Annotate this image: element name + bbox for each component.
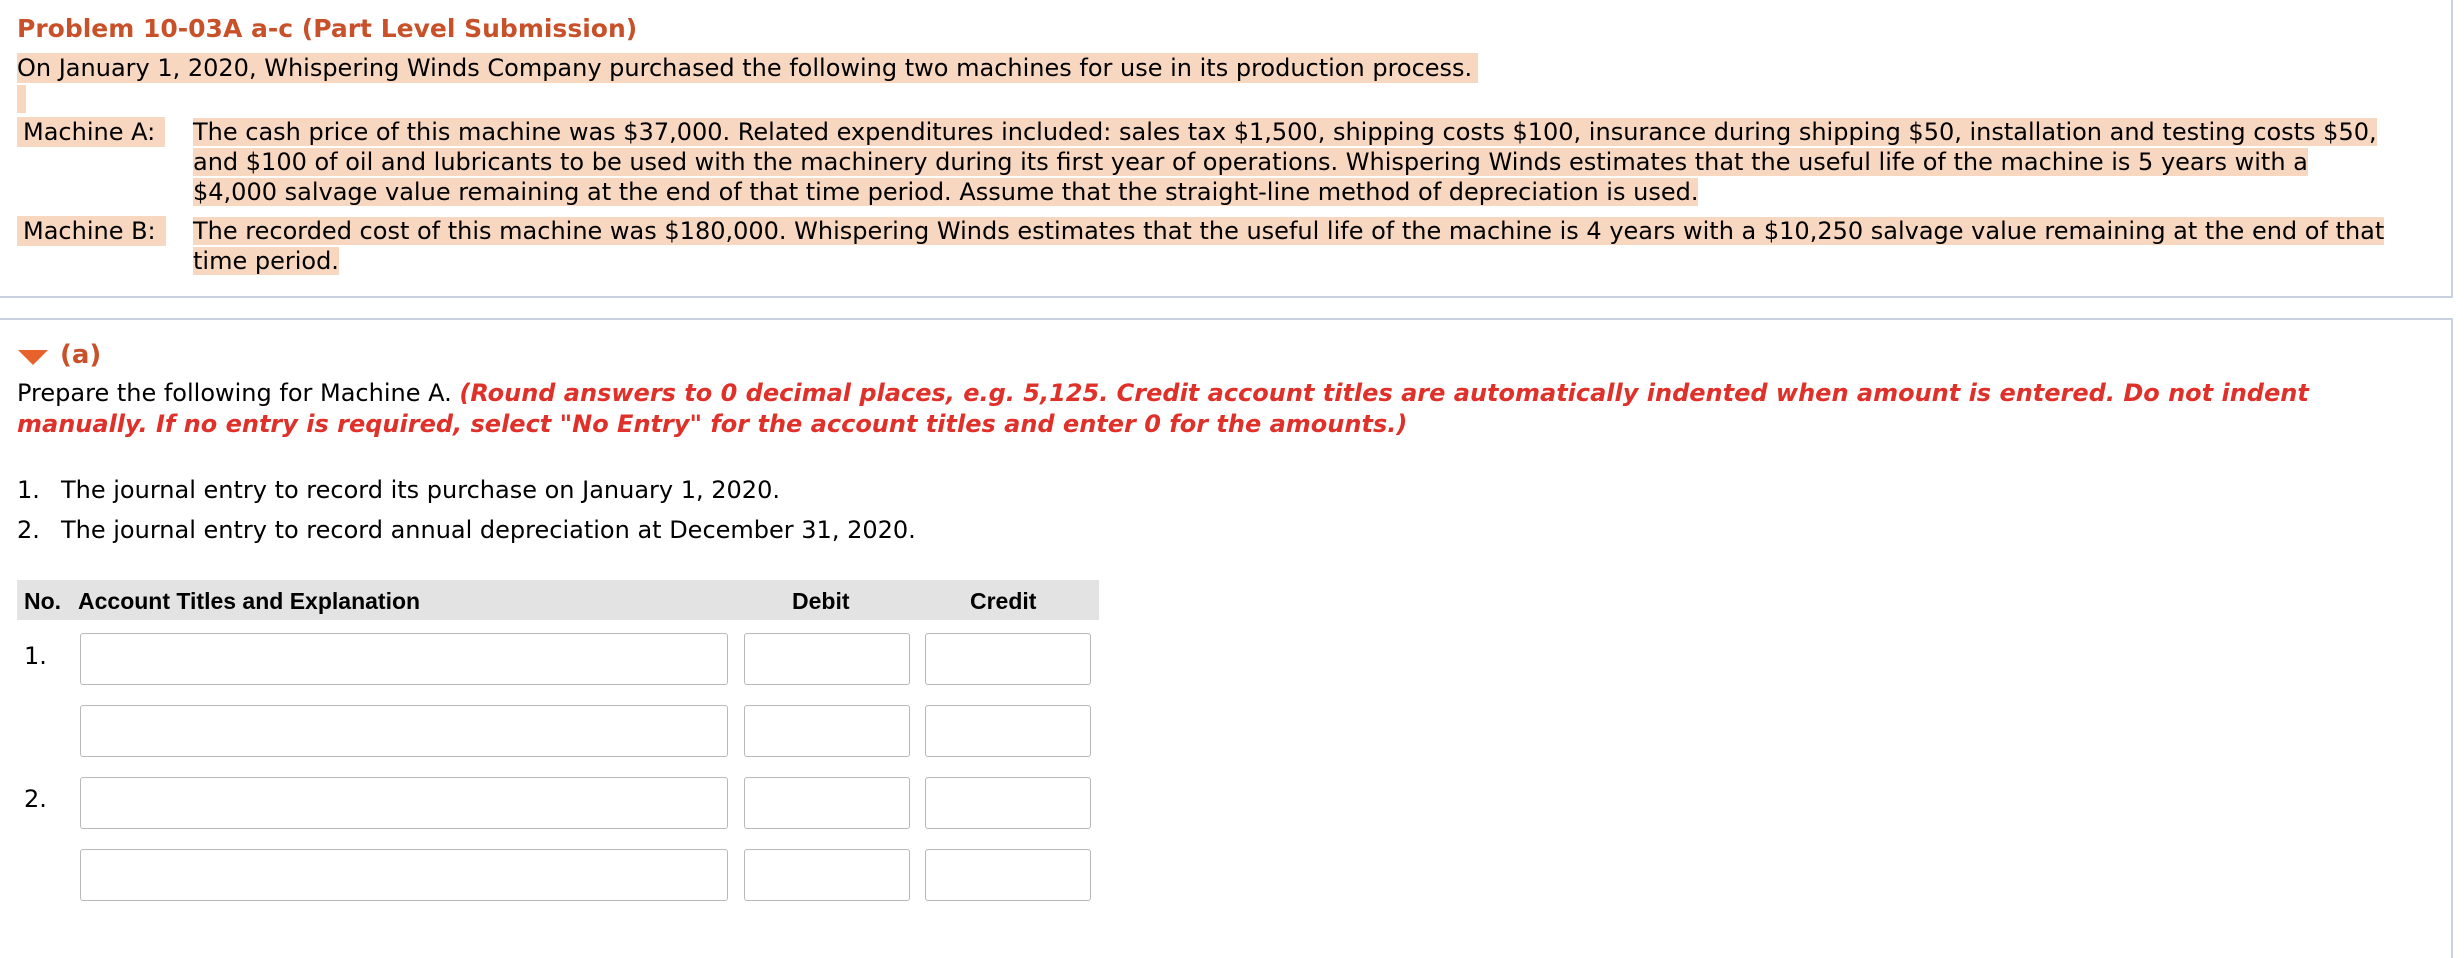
entry-number: 1.	[24, 642, 47, 670]
part-a-label: (a)	[60, 340, 102, 370]
step-list	[17, 470, 916, 550]
step-number: 2.	[17, 516, 40, 544]
machine-a-description	[193, 117, 2377, 207]
entry-number: 2.	[24, 785, 47, 813]
column-header-credit: Credit	[970, 588, 1037, 614]
credit-input[interactable]	[925, 849, 1091, 901]
instruction-text: Prepare the following for Machine A.	[17, 379, 460, 407]
column-header-no: No.	[24, 588, 62, 614]
column-header-account: Account Titles and Explanation	[78, 588, 421, 614]
debit-input[interactable]	[744, 849, 910, 901]
step-item	[17, 470, 916, 510]
problem-intro: On January 1, 2020, Whispering Winds Company purchased the following two machines for use in its production process.	[17, 53, 1478, 83]
part-a-instructions	[17, 378, 2317, 440]
debit-input[interactable]	[744, 633, 910, 685]
step-number: 1.	[17, 476, 40, 504]
machine-a-line: The cash price of this machine was $37,000. Related expenditures included: sales tax $1,500, shipping costs $100, insurance during shipping $50, installation and testing costs $50,	[193, 118, 2377, 146]
problem-title: Problem 10-03A a-c (Part Level Submission)	[17, 14, 638, 43]
credit-input[interactable]	[925, 705, 1091, 757]
machine-a-label: Machine A:	[17, 117, 165, 147]
journal-table-header	[17, 580, 1099, 620]
column-header-debit: Debit	[792, 588, 850, 614]
part-a-toggle[interactable]	[18, 340, 101, 370]
account-title-input[interactable]	[80, 849, 728, 901]
collapse-triangle-icon[interactable]	[18, 350, 48, 365]
machine-b-line: time period.	[193, 247, 339, 275]
machine-a-line: $4,000 salvage value remaining at the end of that time period. Assume that the straight-line method of depreciation is used.	[193, 178, 1699, 206]
machine-a-line: and $100 of oil and lubricants to be used with the machinery during its first year of operations. Whispering Winds estimates that the useful life of the machine is 5 years with a	[193, 148, 2308, 176]
account-title-input[interactable]	[80, 705, 728, 757]
debit-input[interactable]	[744, 705, 910, 757]
machine-b-label: Machine B:	[17, 216, 166, 246]
credit-input[interactable]	[925, 633, 1091, 685]
instruction-rounding-note-cont: manually. If no entry is required, select "No Entry" for the account titles and enter 0 for the amounts.)	[17, 410, 1408, 438]
highlight-marker	[17, 85, 26, 113]
account-title-input[interactable]	[80, 777, 728, 829]
debit-input[interactable]	[744, 777, 910, 829]
credit-input[interactable]	[925, 777, 1091, 829]
machine-b-description	[193, 216, 2384, 276]
step-text: The journal entry to record annual depreciation at December 31, 2020.	[61, 516, 916, 544]
account-title-input[interactable]	[80, 633, 728, 685]
machine-b-line: The recorded cost of this machine was $180,000. Whispering Winds estimates that the useful life of the machine is 4 years with a $10,250 salvage value remaining at the end of that	[193, 217, 2385, 245]
instruction-rounding-note: (Round answers to 0 decimal places, e.g. 5,125. Credit account titles are automatically indented when amount is entered. Do not indent	[459, 379, 2309, 407]
step-text: The journal entry to record its purchase on January 1, 2020.	[61, 476, 780, 504]
step-item	[17, 510, 916, 550]
